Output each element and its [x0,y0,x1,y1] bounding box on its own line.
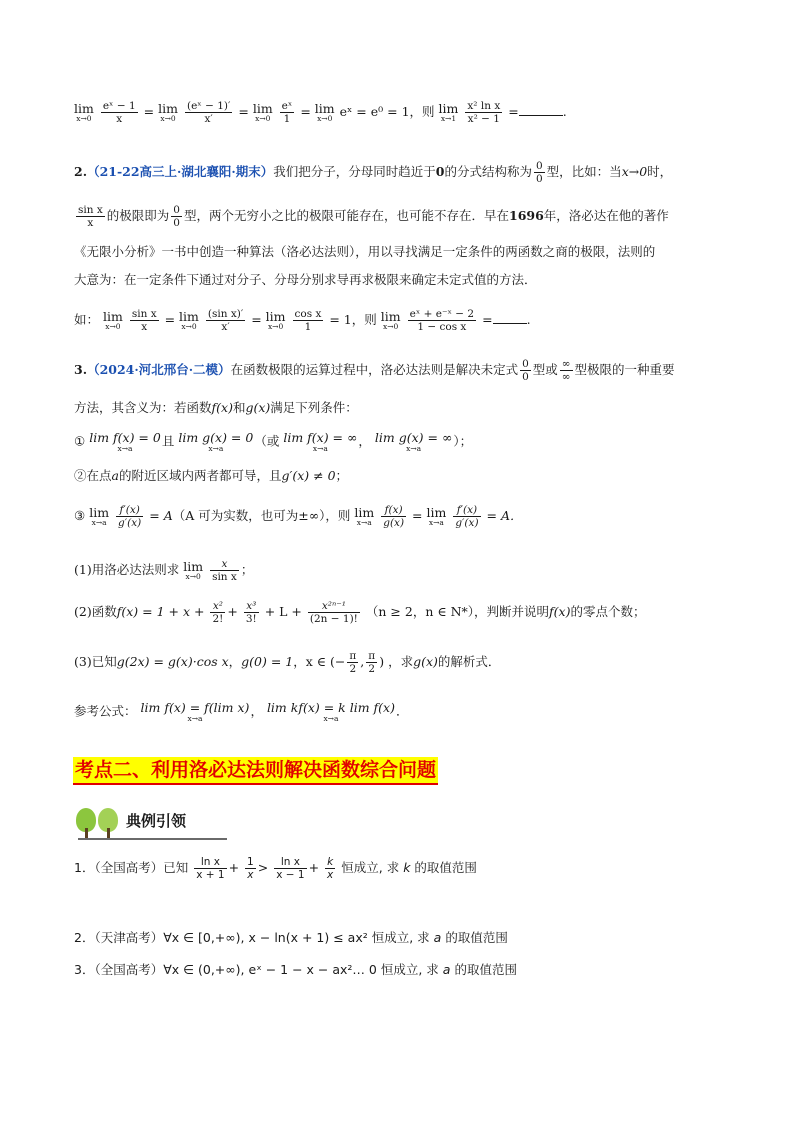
q2-line-4: 大意为：在一定条件下通过对分子、分母分别求导再求极限来确定未定式值的方法． [74,272,537,287]
limit: lim x→0 [158,100,178,124]
fraction: $\frac{\text{eˣ − 1}}{x}$ [102,100,136,126]
q3-condition-3: ③ lim x→a $\frac{f'(x)}{g'(x)}$ = A（A 可为实数，也可为±∞），则 lim x→a $\frac{f(x)}{g(x)}$ = lim x→a $\frac{f'(x)}{g'(x)}$ = A． [74,504,523,530]
q2-line-3: 《无限小分析》一书中创造一种算法（洛必达法则），用以寻找满足一定条件的两函数之商的极限，法则的 [74,244,656,259]
q3-condition-2: ②在点a的附近区域内两者都可导，且g′(x) ≠ 0； [74,468,349,483]
example-1: 1．（全国高考）已知 $\frac{\text{ln x}}{x + 1}$ + $\frac{1}{x}$ > $\frac{\text{ln x}}{x - 1}$ + $\frac{k}{x}$ 恒成立, 求 k 的取值范围 [74,856,477,882]
q3-line-1: 3.（2024·河北邢台·二模）在函数极限的运算过程中，洛必达法则是解决未定式 $\frac{0}{0}$ 型或 $\frac{\infty}{\infty}$ 型极限的一种重要 [74,358,675,384]
intro-formula-line: lim x→0 $\frac{\text{eˣ − 1}}{x}$ = lim x→0 $\frac{\text{(eˣ − 1)′}}{x'}$ = lim x→0 $\frac{\text{eˣ}}{1}$ = lim x→0 eˣ = e⁰ = 1，则 lim x→1 $\frac{\text{x² ln x}}{\text{x² − 1}}$ = . [74,100,567,126]
q3-line-2: 方法，其含义为：若函数f(x)和g(x)满足下列条件： [74,400,358,415]
q3-source: （2024·河北邢台·二模） [87,362,231,378]
q3-reference: 参考公式： lim f(x) = f(lim x) x→a ， lim kf(x) = k lim f(x) x→a ． [74,700,409,723]
answer-blank[interactable] [519,105,563,116]
section-title: 考点二、利用洛必达法则解决函数综合问题 [73,757,438,785]
q3-sub-3: (3)已知g(2x) = g(x)·cos x，g(0) = 1，x ∈ (− $\frac{\pi}{2}$ , $\frac{\pi}{2}$ ) ，求g(x)的解析式． [74,650,501,676]
fraction: $\frac{\text{(eˣ − 1)′}}{x'}$ [186,100,231,126]
zero-over-zero: $\frac{0}{0}$ [535,160,543,186]
example-tag [72,800,227,844]
tree-icon [98,808,118,838]
fraction: $\frac{\text{sin x}}{x}$ [78,204,103,230]
zero-over-zero: $\frac{0}{0}$ [173,204,180,230]
limit: lim x→0 [252,100,273,124]
limit: lim x→0 [74,100,94,124]
fraction: $\frac{\text{eˣ}}{1}$ [281,100,293,126]
example-2: 2．（天津高考）∀x ∈ [0,+∞), x − ln(x + 1) ≤ ax² 恒成立, 求 a 的取值范围 [74,930,508,945]
example-3: 3．（全国高考）∀x ∈ (0,+∞), eˣ − 1 − x − ax²… 0 恒成立, 求 a 的取值范围 [74,962,517,977]
tag-label: 典例引领 [126,812,187,830]
q3-sub-1: (1)用洛必达法则求 lim x→0 $\frac{x}{\text{sin x}}$ ； [74,558,254,584]
divider [78,838,227,840]
q2-example: 如： lim x→0 $\frac{\text{sin x}}{x}$ = lim x→0 $\frac{\text{(sin x)′}}{x'}$ = lim x→0 $\frac{\text{cos x}}{1}$ = 1，则 lim x→0 $\frac{\text{eˣ + e⁻ˣ − 2}}{\text{1 − cos x}}$ = . [74,308,531,334]
tree-icon [76,808,96,838]
q2-line-1: 2.（21-22高三上·湖北襄阳·期末）我们把分子，分母同时趋近于0的分式结构称为 $\frac{0}{0}$ 型，比如：当x→0时， [74,160,673,186]
answer-blank[interactable] [493,313,527,324]
q2-line-2: $\frac{\text{sin x}}{x}$ 的极限即为 $\frac{0}{0}$ 型，两个无穷小之比的极限可能存在，也可能不存在．早在1696年，洛必达在他的著作 [78,204,669,230]
limit: lim x→0 [314,100,335,124]
q3-sub-2: (2)函数f(x) = 1 + x + $\frac{\text{x²}}{2!}$ + $\frac{\text{x³}}{3!}$ + L + $\frac{\text{x²ⁿ⁻¹}}{(2n - 1)!}$ （n ≥ 2，n ∈ N*），判断并说明f(x)的零点个数； [74,600,646,626]
q3-condition-1: ① lim f(x) = 0 x→a 且 lim g(x) = 0 x→a （或 lim f(x) = ∞ x→a ， lim g(x) = ∞ x→a ）； [74,430,473,453]
fraction: $\frac{\text{x² ln x}}{\text{x² − 1}}$ [467,100,501,126]
q2-source: （21-22高三上·湖北襄阳·期末） [87,164,274,180]
limit: lim x→1 [438,100,459,124]
